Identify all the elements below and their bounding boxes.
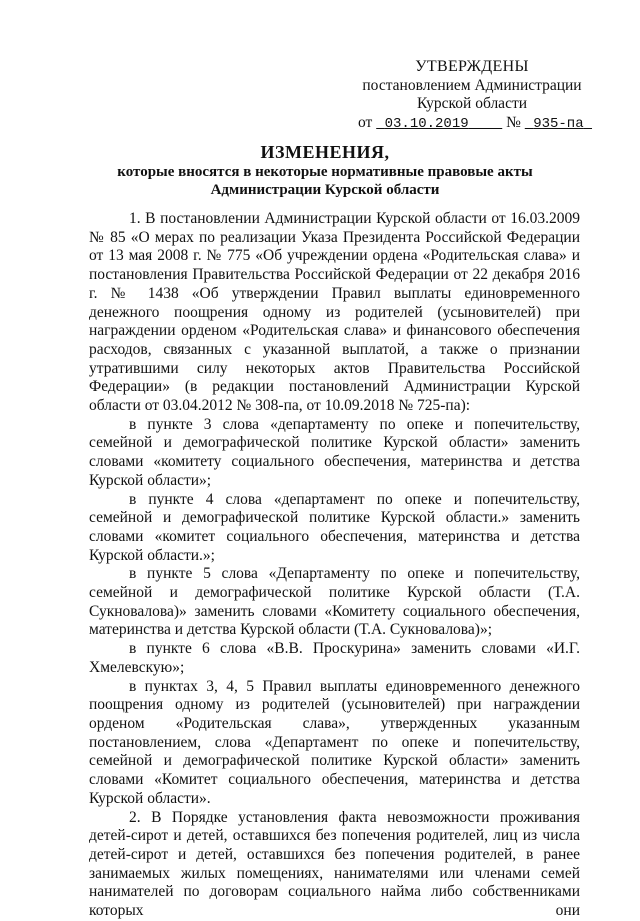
title-line-1: которые вносятся в некоторые нормативные правовые акты xyxy=(117,164,533,180)
title-line-2: Администрации Курской области xyxy=(210,182,440,198)
paragraph-5: в пункте 6 слова «В.В. Проскурина» заменить словами «И.Г. Хмелевскую»; xyxy=(89,640,580,676)
paragraph-3: в пункте 4 слова «департамент по опеке и попечительству, семейной и демографической политике Курской области.» заменить словами «комитет социального обеспечения, материнства и детства Курской области.»; xyxy=(89,490,580,564)
paragraph-2: в пункте 3 слова «департаменту по опеке и попечительству, семейной и демографической политике Курской области» заменить словами «комитету социального обеспечения, материнства и детства Курской области»; xyxy=(89,415,580,489)
approval-line-1: постановлением Администрации xyxy=(362,76,582,94)
number-prefix: № xyxy=(506,113,521,131)
paragraph-1: 1. В постановлении Администрации Курской области от 16.03.2009 № 85 «О мерах по реализации Указа Президента Российской Федерации от 13 мая 2008 г. № 775 «Об учреждении ордена «Родительская слава» и постановления Правительства Российской Федерации от 22 декабря 2016 г. № 1438 «Об утверждении Правил выплаты единовременного денежного поощрения одному из родителей (усыновителей) при награждении орденом «Родительская слава» и финансового обеспечения расходов, связанных с указанной выплатой, а также о признании утратившими силу некоторых актов Правительства Российской Федерации» (в редакции постановлений Администрации Курской области от 03.04.2012 № 308-па, от 10.09.2018 № 725-па): xyxy=(89,210,580,415)
document-title xyxy=(90,141,560,199)
title-main: ИЗМЕНЕНИЯ, xyxy=(260,142,390,162)
approval-date: 03.10.2019 xyxy=(384,115,469,132)
date-prefix: от xyxy=(358,113,373,131)
approval-date-line xyxy=(352,114,592,134)
paragraph-4: в пункте 5 слова «Департаменту по опеке и попечительству, семейной и демографической политике Курской области (Т.А. Сукновалова)» заменить словами «Комитету социального обеспечения, материнства и детства Курской области (Т.А. Сукновалова)»; xyxy=(89,565,580,639)
document-body xyxy=(89,210,580,921)
approval-line-2: Курской области xyxy=(416,95,528,112)
approval-heading: УТВЕРЖДЕНЫ xyxy=(415,58,529,75)
approval-stamp xyxy=(352,58,592,133)
paragraph-6: в пунктах 3, 4, 5 Правил выплаты единовременного денежного поощрения одному из родителей (усыновителей) при награждении орденом «Родительская слава», утвержденных указанным постановлением, слова «Департамент по опеке и попечительству, семейной и демографической политике Курской области» заменить словами «Комитет социального обеспечения, материнства и детства Курской области». xyxy=(89,677,580,807)
approval-number: 935-па xyxy=(533,115,584,132)
paragraph-7: 2. В Порядке установления факта невозможности проживания детей-сирот и детей, оставшихся без попечения родителей, лиц из числа детей-сирот и детей, оставшихся без попечения родителей, в ранее занимаемых жилых помещениях, нанимателями или членами семей нанимателей по договорам социального найма либо собственниками которых они xyxy=(89,808,580,920)
